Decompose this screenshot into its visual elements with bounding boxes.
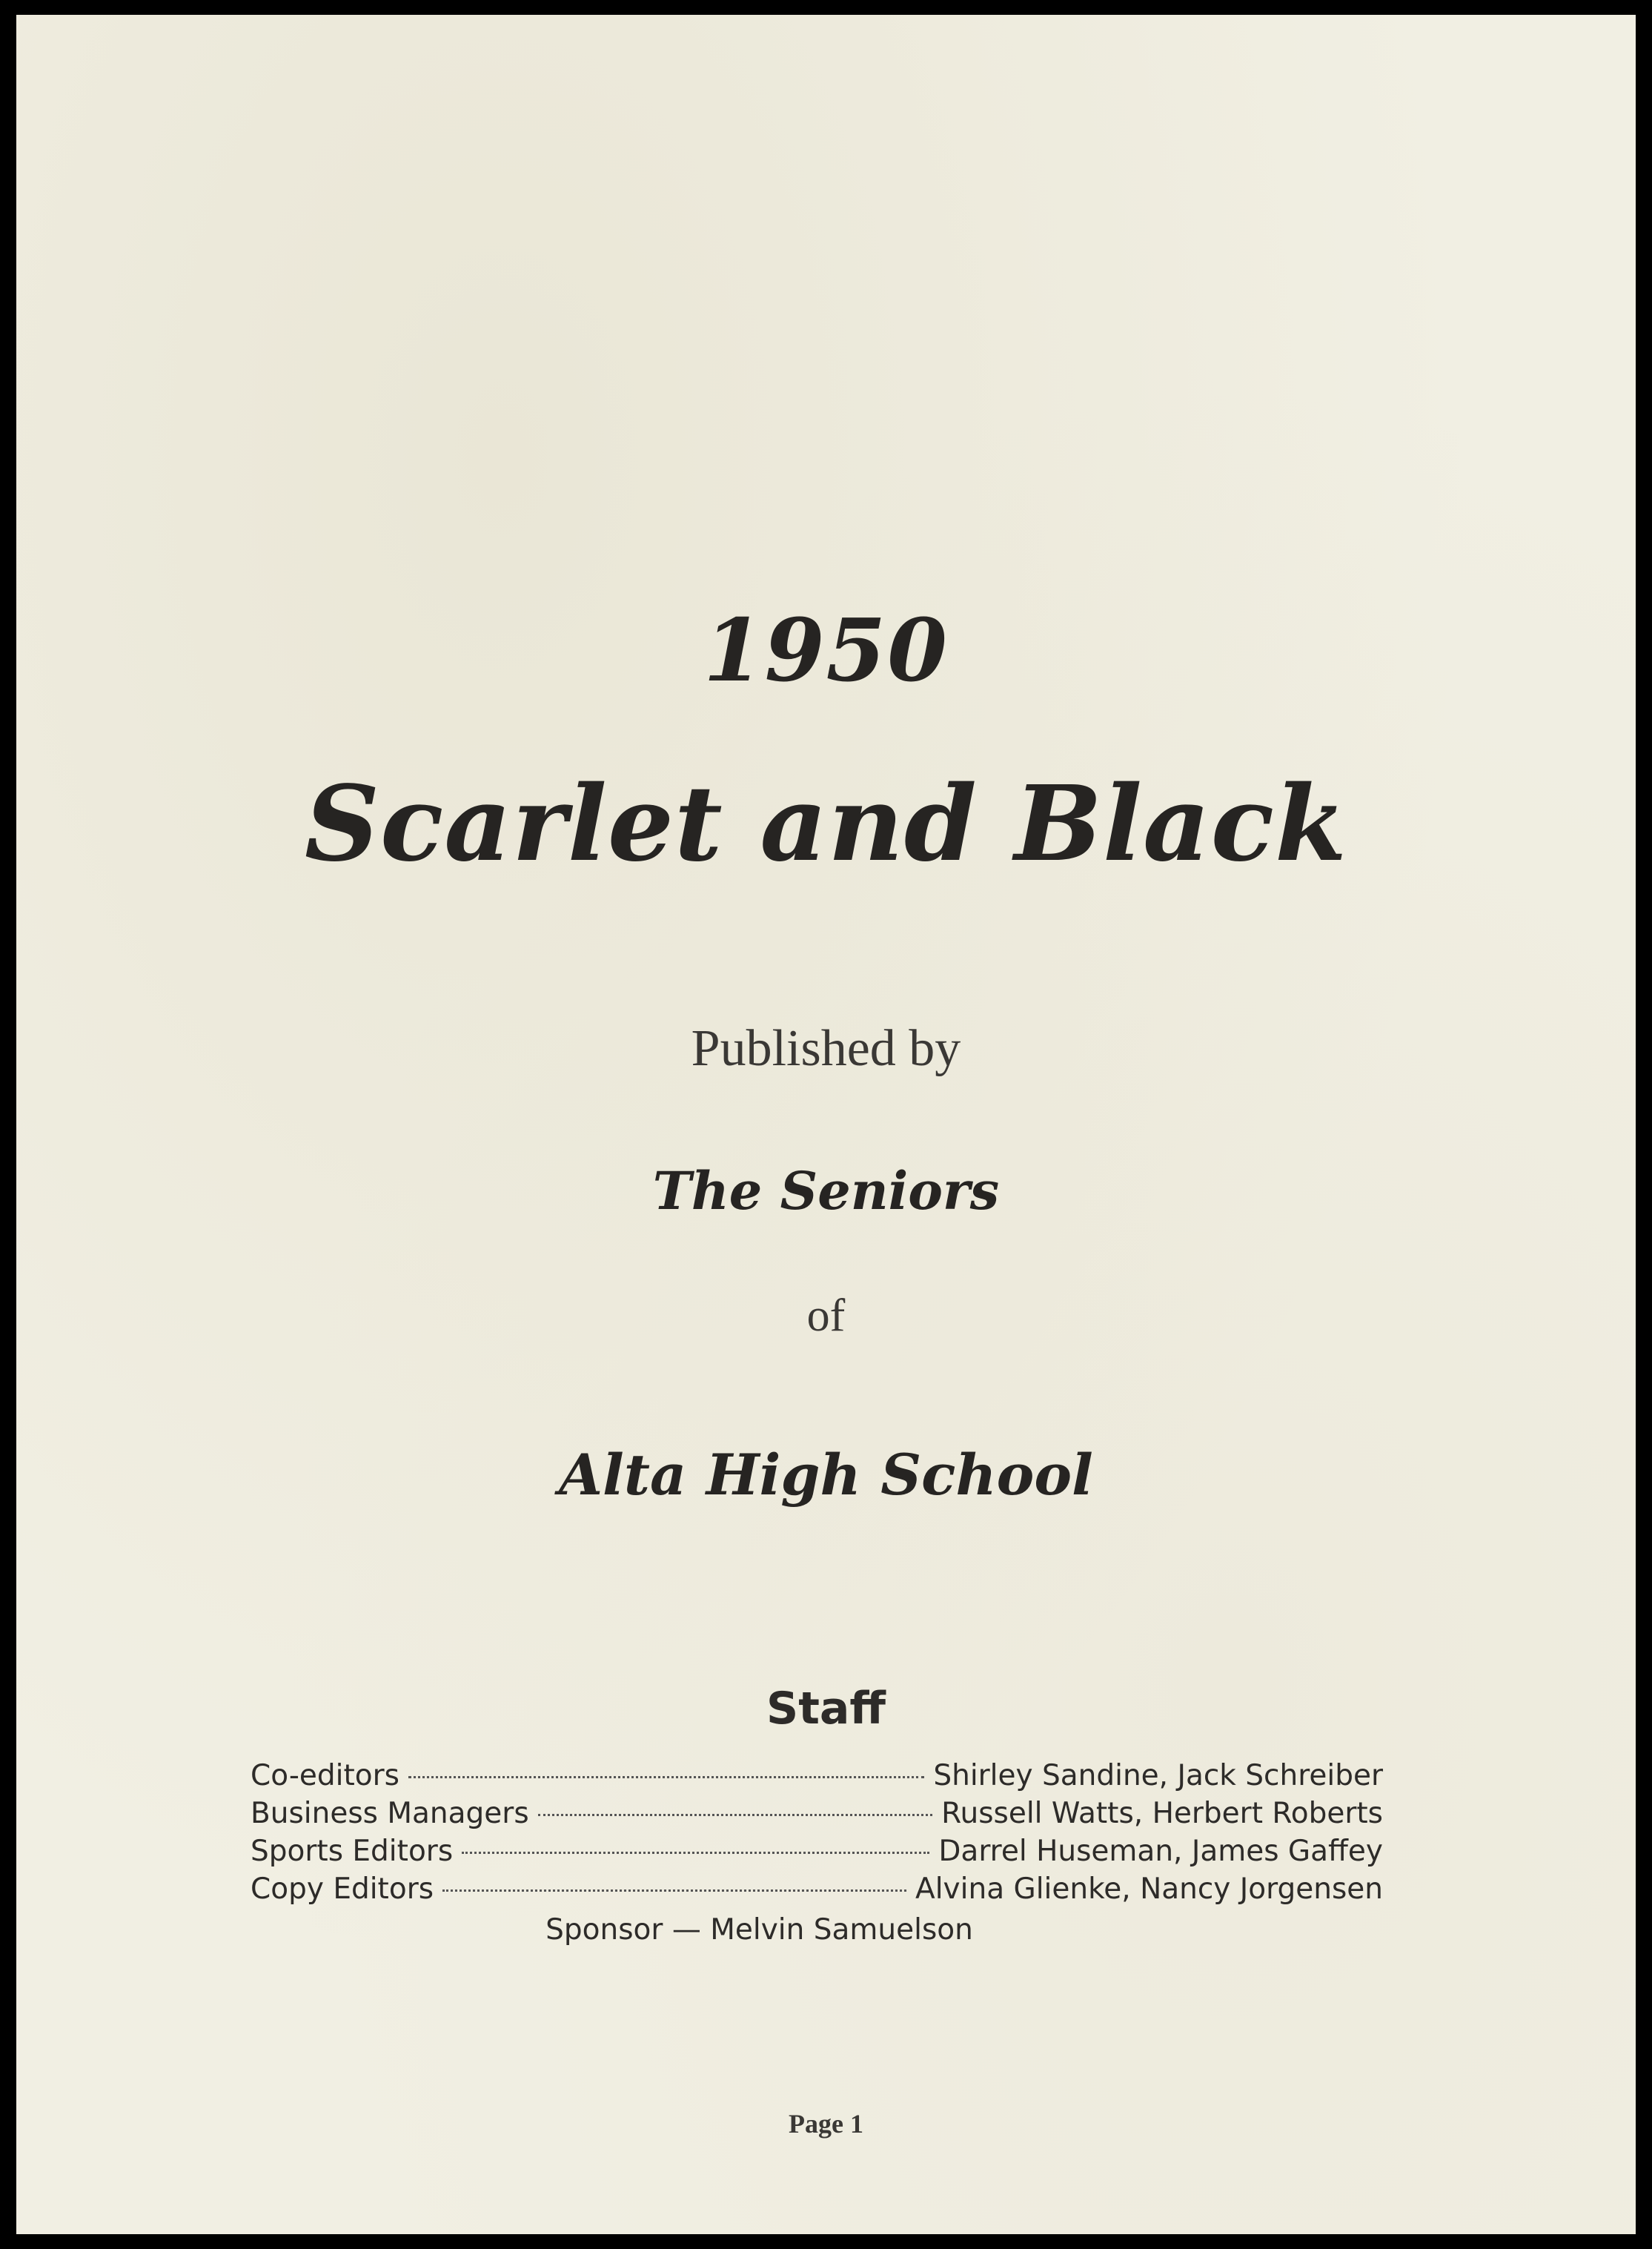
staff-row-business-managers xyxy=(251,1795,1383,1832)
staff-names: Shirley Sandine, Jack Schreiber xyxy=(933,1759,1383,1792)
school-name: Alta High School xyxy=(559,1442,1093,1508)
published-by-label: Published by xyxy=(691,1020,961,1077)
publisher-name: The Seniors xyxy=(652,1160,1000,1222)
staff-list xyxy=(251,1757,1383,1908)
dot-leader xyxy=(538,1814,932,1816)
of-label: of xyxy=(806,1291,846,1341)
staff-names: Russell Watts, Herbert Roberts xyxy=(941,1797,1383,1830)
staff-row-sports-editors xyxy=(251,1832,1383,1870)
staff-role: Sports Editors xyxy=(251,1835,454,1868)
staff-row-copy-editors xyxy=(251,1870,1383,1908)
dot-leader xyxy=(408,1776,924,1778)
staff-names: Darrel Huseman, James Gaffey xyxy=(938,1835,1383,1868)
staff-names: Alvina Glienke, Nancy Jorgensen xyxy=(915,1872,1383,1906)
dot-leader xyxy=(442,1889,906,1892)
staff-heading: Staff xyxy=(766,1683,886,1735)
dot-leader xyxy=(462,1852,929,1854)
sponsor-line: Sponsor — Melvin Samuelson xyxy=(545,1913,973,1947)
staff-row-co-editors xyxy=(251,1757,1383,1795)
staff-role: Business Managers xyxy=(251,1797,529,1830)
page-number: Page 1 xyxy=(789,2109,863,2139)
staff-role: Copy Editors xyxy=(251,1872,434,1906)
staff-role: Co-editors xyxy=(251,1759,399,1792)
yearbook-page xyxy=(16,15,1636,2234)
yearbook-title: Scarlet and Black xyxy=(304,764,1348,885)
year-title: 1950 xyxy=(703,600,949,701)
